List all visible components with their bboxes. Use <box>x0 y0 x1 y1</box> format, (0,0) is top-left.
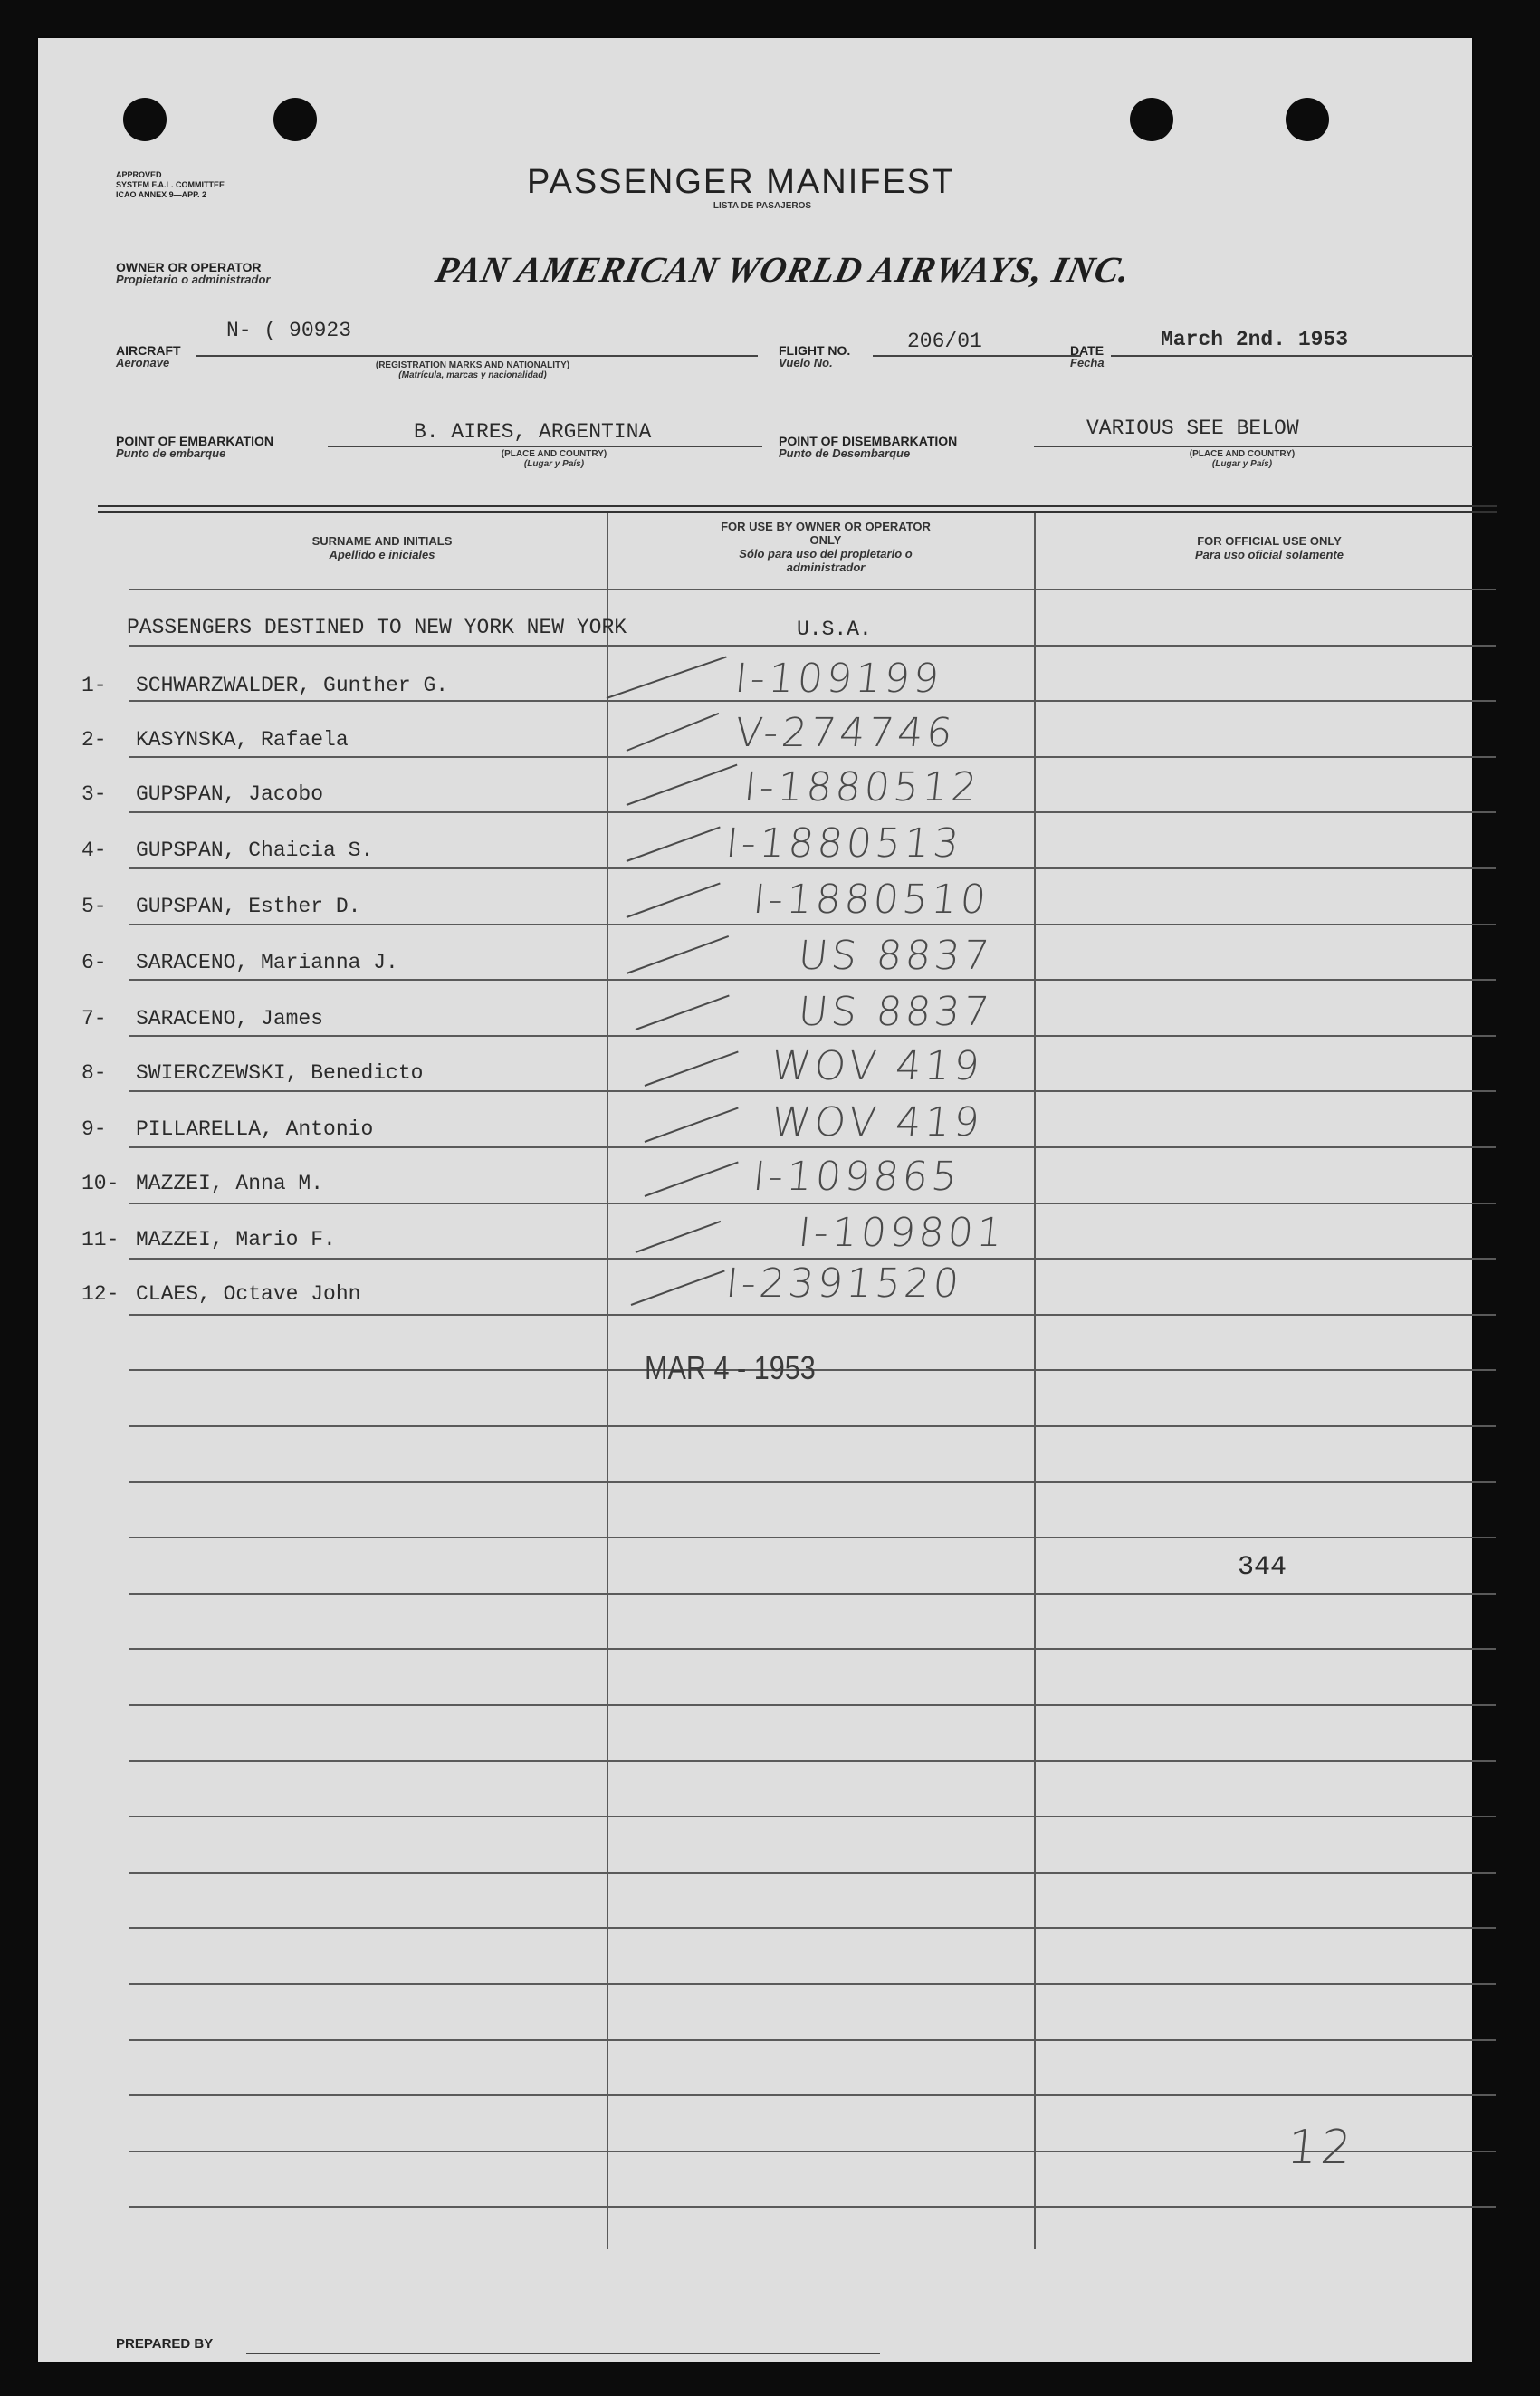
aircraft-hint <box>310 360 636 380</box>
list-item <box>81 951 398 974</box>
check-mark <box>627 764 738 806</box>
aircraft-underline <box>196 355 758 357</box>
passenger-code: US 8837 <box>796 933 995 979</box>
column-header-surname-en: SURNAME AND INITIALS <box>311 534 453 548</box>
passenger-number: 4- <box>81 839 107 862</box>
approval-line: SYSTEM F.A.L. COMMITTEE <box>116 180 225 189</box>
flight-label-block <box>779 344 850 369</box>
table-rule <box>129 2094 1496 2096</box>
column-header-surname-es: Apellido e iniciales <box>329 548 435 561</box>
column-header-owner-use <box>708 520 943 574</box>
table-rule <box>129 2206 1496 2208</box>
table-rule <box>129 924 1496 925</box>
aircraft-label: AIRCRAFT <box>116 343 181 358</box>
passenger-name: MAZZEI, Mario F. <box>136 1228 336 1251</box>
approval-line: APPROVED <box>116 170 162 179</box>
list-item <box>81 839 373 862</box>
table-rule <box>129 1090 1496 1092</box>
check-mark <box>645 1050 739 1087</box>
table-rule <box>129 1816 1496 1817</box>
table-rule <box>129 1425 1496 1427</box>
table-rule <box>129 867 1496 869</box>
list-item <box>81 1061 423 1085</box>
prepared-by-underline <box>246 2353 880 2354</box>
disembarkation-label-block <box>779 435 957 460</box>
passenger-code: I-1880513 <box>723 820 965 867</box>
list-item <box>81 674 448 697</box>
passenger-code: WOV 419 <box>769 1099 986 1145</box>
table-rule <box>129 1481 1496 1483</box>
date-label: DATE <box>1070 343 1105 358</box>
passenger-name: KASYNSKA, Rafaela <box>136 728 349 752</box>
flight-label: FLIGHT NO. <box>779 343 851 358</box>
check-mark <box>627 713 720 752</box>
check-mark <box>627 882 721 918</box>
column-header-official <box>1079 534 1459 561</box>
disembarkation-hint <box>1152 449 1333 469</box>
approval-block <box>116 170 225 200</box>
count-mark: 12 <box>1284 2121 1358 2175</box>
punch-hole <box>123 98 167 141</box>
date-label-block <box>1070 344 1105 369</box>
aircraft-value: N- ( 90923 <box>226 319 352 342</box>
table-rule <box>129 1146 1496 1148</box>
table-rule <box>129 1314 1496 1316</box>
list-item <box>81 1117 373 1141</box>
passenger-name: GUPSPAN, Esther D. <box>136 895 361 918</box>
disembarkation-value: VARIOUS SEE BELOW <box>1086 417 1299 440</box>
check-mark <box>627 935 729 974</box>
passenger-number: 3- <box>81 782 107 806</box>
column-header-owner-use-en: FOR USE BY OWNER OR OPERATOR ONLY <box>721 520 931 547</box>
table-rule <box>129 589 1496 590</box>
column-header-official-en: FOR OFFICIAL USE ONLY <box>1197 534 1342 548</box>
passenger-number: 9- <box>81 1117 107 1141</box>
aircraft-hint-en: (REGISTRATION MARKS AND NATIONALITY) <box>375 360 570 370</box>
passenger-number: 5- <box>81 895 107 918</box>
check-mark <box>645 1161 739 1197</box>
list-item <box>81 1007 323 1030</box>
passenger-name: SARACENO, James <box>136 1007 324 1030</box>
passenger-name: CLAES, Octave John <box>136 1282 361 1306</box>
date-underline <box>1111 355 1473 357</box>
passenger-name: SCHWARZWALDER, Gunther G. <box>136 674 449 697</box>
table-top-rule <box>98 511 1497 513</box>
list-item <box>81 782 323 806</box>
table-rule <box>129 1704 1496 1706</box>
table-rule <box>129 2039 1496 2041</box>
disembarkation-label: POINT OF DISEMBARKATION <box>779 434 958 448</box>
owner-label-es: Propietario o administrador <box>116 273 271 286</box>
disembarkation-hint-es: (Lugar y País) <box>1211 459 1273 469</box>
table-rule <box>129 1537 1496 1538</box>
embarkation-label-es: Punto de embarque <box>116 446 226 460</box>
passenger-number: 7- <box>81 1007 107 1030</box>
list-item <box>81 728 349 752</box>
list-item <box>81 1172 323 1195</box>
date-stamp: MAR 4 - 1953 <box>645 1349 816 1386</box>
passenger-code: I-109801 <box>796 1210 1009 1256</box>
passenger-code: V-274746 <box>732 710 959 756</box>
list-item <box>81 1282 360 1306</box>
column-header-official-es: Para uso oficial solamente <box>1194 548 1344 561</box>
column-header-owner-use-es: Sólo para uso del propietario o administrador <box>739 547 913 574</box>
table-rule <box>129 1872 1496 1874</box>
column-header-surname <box>129 534 636 561</box>
flight-underline <box>873 355 1081 357</box>
column-divider <box>1034 513 1036 2249</box>
disembarkation-underline <box>1034 446 1473 447</box>
check-mark <box>636 994 730 1030</box>
flight-label-es: Vuelo No. <box>779 356 833 369</box>
punch-hole <box>1130 98 1173 141</box>
passenger-name: SWIERCZEWSKI, Benedicto <box>136 1061 424 1085</box>
embarkation-hint-en: (PLACE AND COUNTRY) <box>501 449 607 459</box>
check-mark <box>631 1270 725 1306</box>
punch-hole <box>273 98 317 141</box>
passenger-code: I-109865 <box>751 1154 963 1200</box>
table-rule <box>129 1927 1496 1929</box>
official-number: 344 <box>1238 1552 1287 1583</box>
disembarkation-label-es: Punto de Desembarque <box>779 446 911 460</box>
passenger-name: PILLARELLA, Antonio <box>136 1117 374 1141</box>
column-divider <box>607 513 608 2249</box>
check-mark <box>636 1221 722 1253</box>
passenger-name: GUPSPAN, Jacobo <box>136 782 324 806</box>
table-rule <box>129 811 1496 813</box>
table-rule <box>129 1760 1496 1762</box>
passenger-number: 6- <box>81 951 107 974</box>
embarkation-label-block <box>116 435 273 460</box>
owner-value: PAN AMERICAN WORLD AIRWAYS, INC. <box>432 249 1135 290</box>
passenger-code: I-2391520 <box>723 1260 965 1307</box>
table-rule <box>129 979 1496 981</box>
approval-line: ICAO ANNEX 9—APP. 2 <box>116 190 207 199</box>
embarkation-hint <box>464 449 645 469</box>
destination-text: PASSENGERS DESTINED TO NEW YORK NEW YORK <box>127 616 627 639</box>
aircraft-label-block <box>116 344 181 369</box>
passenger-number: 11- <box>81 1228 120 1251</box>
passenger-name: SARACENO, Marianna J. <box>136 951 398 974</box>
table-rule <box>129 1648 1496 1650</box>
passenger-code: I-1880512 <box>741 764 983 810</box>
passenger-number: 2- <box>81 728 107 752</box>
table-rule <box>129 645 1496 647</box>
table-rule <box>129 1035 1496 1037</box>
passenger-code: US 8837 <box>796 989 995 1035</box>
check-mark <box>627 826 721 862</box>
table-rule <box>129 1593 1496 1595</box>
table-rule <box>129 1258 1496 1260</box>
check-mark <box>645 1107 739 1143</box>
check-mark <box>607 656 727 698</box>
date-label-es: Fecha <box>1070 356 1105 369</box>
manifest-page <box>38 38 1472 2362</box>
embarkation-underline <box>328 446 762 447</box>
passenger-code: I-1880510 <box>751 877 992 923</box>
punch-hole <box>1286 98 1329 141</box>
passenger-code: WOV 419 <box>769 1043 986 1089</box>
embarkation-hint-es: (Lugar y País) <box>523 459 585 469</box>
list-item <box>81 895 360 918</box>
aircraft-hint-es: (Matrícula, marcas y nacionalidad) <box>398 370 547 380</box>
table-rule <box>129 756 1496 758</box>
embarkation-value: B. AIRES, ARGENTINA <box>414 420 652 444</box>
owner-label-block <box>116 261 270 286</box>
page-subtitle: LISTA DE PASAJEROS <box>713 201 812 211</box>
aircraft-label-es: Aeronave <box>116 356 170 369</box>
passenger-code: I-109199 <box>732 656 945 702</box>
passenger-name: GUPSPAN, Chaicia S. <box>136 839 374 862</box>
owner-label: OWNER OR OPERATOR <box>116 260 262 274</box>
passenger-number: 12- <box>81 1282 120 1306</box>
table-rule <box>129 1983 1496 1985</box>
prepared-by-label: PREPARED BY <box>116 2336 214 2352</box>
passenger-name: MAZZEI, Anna M. <box>136 1172 324 1195</box>
disembarkation-hint-en: (PLACE AND COUNTRY) <box>1189 449 1296 459</box>
flight-value: 206/01 <box>907 330 982 353</box>
table-top-rule <box>98 505 1497 507</box>
destination-country: U.S.A. <box>797 618 872 641</box>
passenger-number: 1- <box>81 674 107 697</box>
embarkation-label: POINT OF EMBARKATION <box>116 434 273 448</box>
date-value: March 2nd. 1953 <box>1161 328 1349 351</box>
list-item <box>81 1228 336 1251</box>
passenger-number: 10- <box>81 1172 120 1195</box>
passenger-number: 8- <box>81 1061 107 1085</box>
page-title: PASSENGER MANIFEST <box>527 163 955 201</box>
table-rule <box>129 1203 1496 1204</box>
